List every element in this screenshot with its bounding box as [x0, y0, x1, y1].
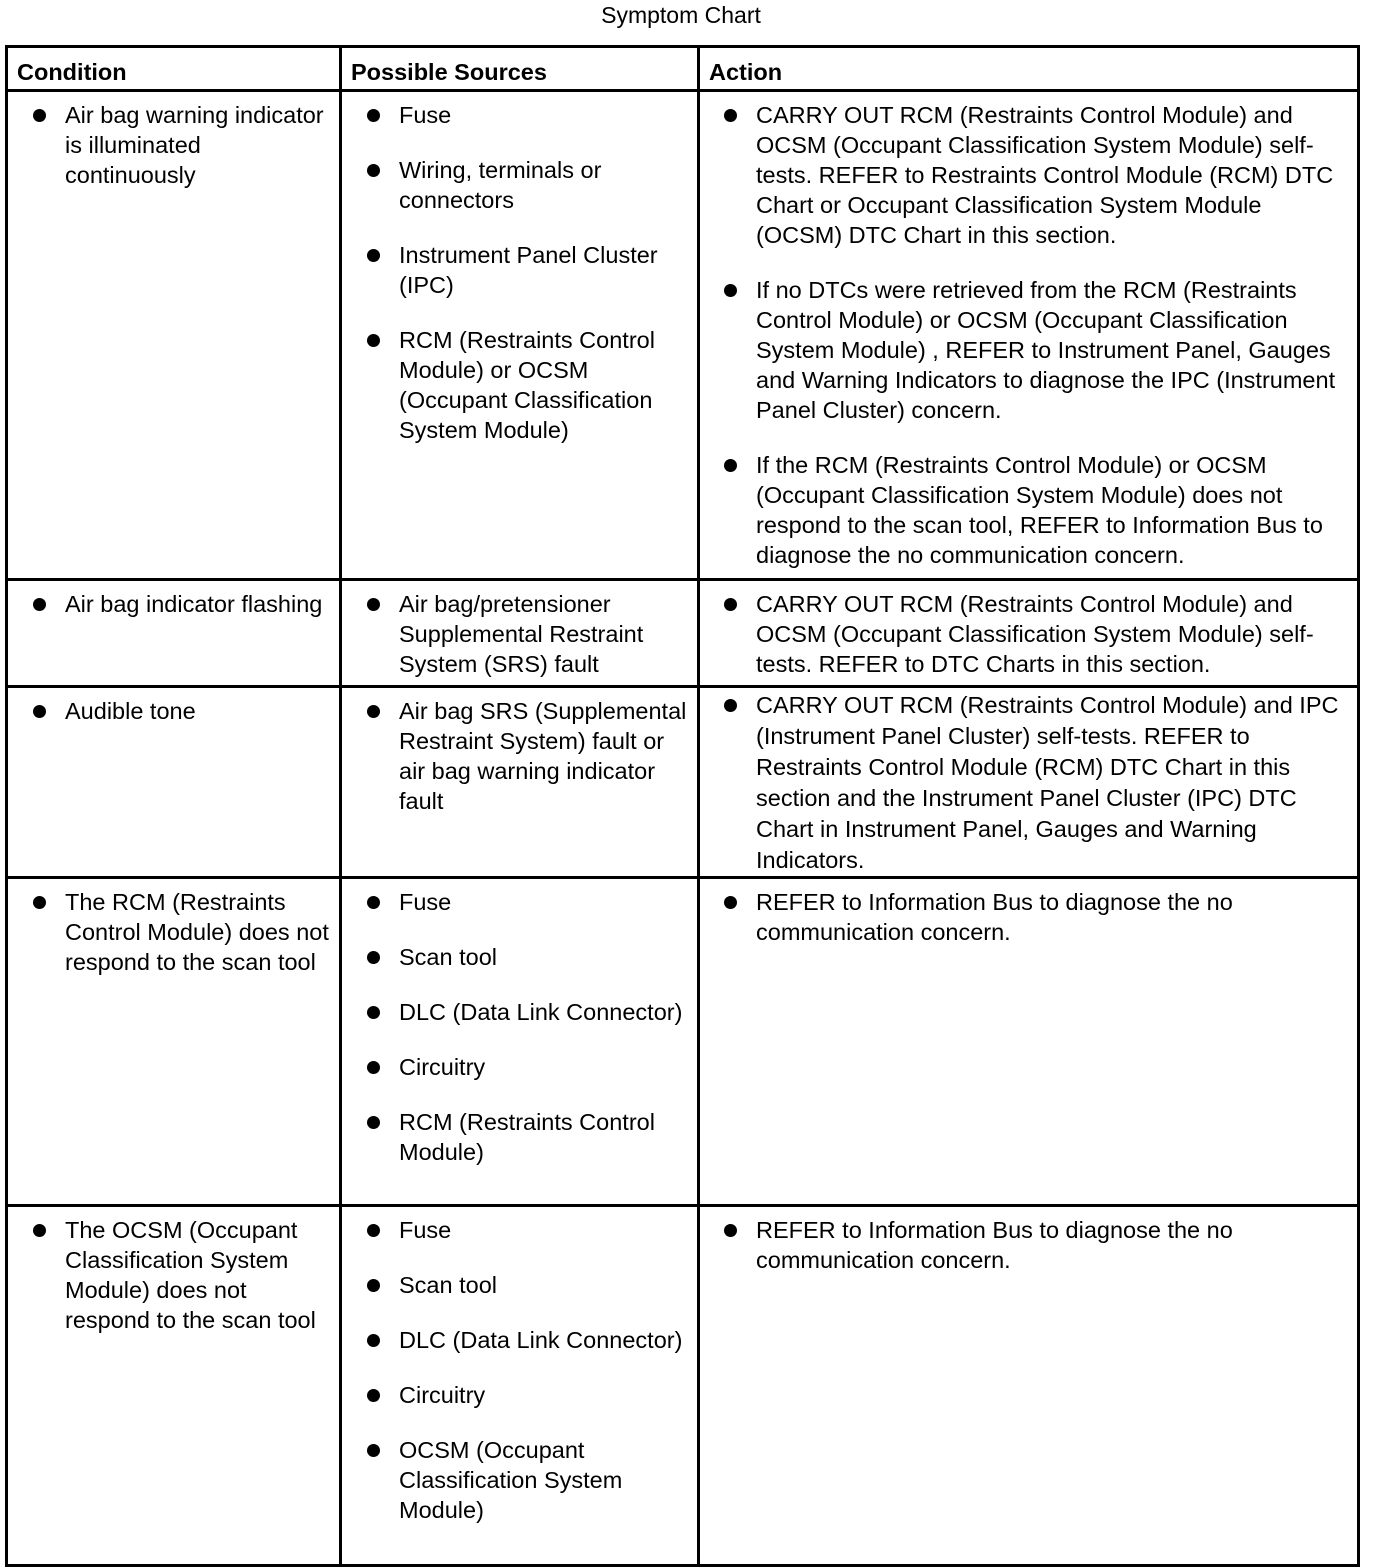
action-cell [699, 1206, 1359, 1566]
symptom-chart-table [5, 45, 1360, 1567]
source-item: Fuse [399, 1215, 689, 1245]
header-action: Action [699, 47, 1359, 91]
page-title: Symptom Chart [601, 2, 761, 28]
condition-text: The RCM (Restraints Control Module) does not respond to the scan tool [65, 887, 331, 977]
action-cell [699, 687, 1359, 878]
action-item: If the RCM (Restraints Control Module) or OCSM (Occupant Classification System Module) does not respond to the scan tool, REFER to Information Bus to diagnose the no communication concern. [756, 450, 1349, 570]
condition-text: Air bag warning indicator is illuminated continuously [65, 100, 331, 190]
source-item: DLC (Data Link Connector) [399, 997, 689, 1027]
action-item: If no DTCs were retrieved from the RCM (Restraints Control Module) or OCSM (Occupant Classification System Module) , REFER to Instrument Panel, Gauges and Warning Indicators to diagnose the IPC (Instrument Panel Cluster) concern. [756, 275, 1349, 425]
sources-cell [341, 91, 699, 580]
sources-cell [341, 687, 699, 878]
sources-cell [341, 580, 699, 687]
condition-text: The OCSM (Occupant Classification System Module) does not respond to the scan tool [65, 1215, 331, 1335]
condition-text: Air bag indicator flashing [65, 589, 331, 619]
source-item: Instrument Panel Cluster (IPC) [399, 240, 689, 300]
action-cell [699, 580, 1359, 687]
sources-cell [341, 1206, 699, 1566]
sources-cell [341, 878, 699, 1206]
action-item: CARRY OUT RCM (Restraints Control Module) and IPC (Instrument Panel Cluster) self-tests. REFER to Restraints Control Module (RCM) DTC Chart in this section and the Instrument Panel Cluster (IPC) DTC Chart in Instrument Panel, Gauges and Warning Indicators. [756, 690, 1349, 876]
source-item: OCSM (Occupant Classification System Module) [399, 1435, 689, 1525]
table-row [7, 91, 1359, 580]
action-item: REFER to Information Bus to diagnose the no communication concern. [756, 1215, 1349, 1275]
action-item: CARRY OUT RCM (Restraints Control Module) and OCSM (Occupant Classification System Module) self-tests. REFER to DTC Charts in this section. [756, 589, 1349, 679]
condition-cell [7, 1206, 341, 1566]
action-cell [699, 91, 1359, 580]
source-item: RCM (Restraints Control Module) [399, 1107, 689, 1167]
source-item: Wiring, terminals or connectors [399, 155, 689, 215]
header-row [7, 47, 1359, 91]
header-condition: Condition [7, 47, 341, 91]
source-item: Circuitry [399, 1052, 689, 1082]
action-item: REFER to Information Bus to diagnose the no communication concern. [756, 887, 1349, 947]
condition-cell [7, 580, 341, 687]
condition-cell [7, 878, 341, 1206]
source-item: RCM (Restraints Control Module) or OCSM (Occupant Classification System Module) [399, 325, 689, 445]
table-row [7, 1206, 1359, 1566]
condition-cell [7, 91, 341, 580]
source-item: Fuse [399, 100, 689, 130]
table-row [7, 878, 1359, 1206]
header-possible-sources: Possible Sources [341, 47, 699, 91]
source-item: Air bag SRS (Supplemental Restraint System) fault or air bag warning indicator fault [399, 696, 689, 816]
table-row [7, 687, 1359, 878]
source-item: Fuse [399, 887, 689, 917]
table-row [7, 580, 1359, 687]
source-item: Air bag/pretensioner Supplemental Restraint System (SRS) fault [399, 589, 689, 679]
condition-text: Audible tone [65, 696, 331, 726]
action-item: CARRY OUT RCM (Restraints Control Module) and OCSM (Occupant Classification System Module) self-tests. REFER to Restraints Control Module (RCM) DTC Chart or Occupant Classification System Module (OCSM) DTC Chart in this section. [756, 100, 1349, 250]
source-item: Scan tool [399, 1270, 689, 1300]
action-cell [699, 878, 1359, 1206]
source-item: Scan tool [399, 942, 689, 972]
condition-cell [7, 687, 341, 878]
source-item: Circuitry [399, 1380, 689, 1410]
source-item: DLC (Data Link Connector) [399, 1325, 689, 1355]
